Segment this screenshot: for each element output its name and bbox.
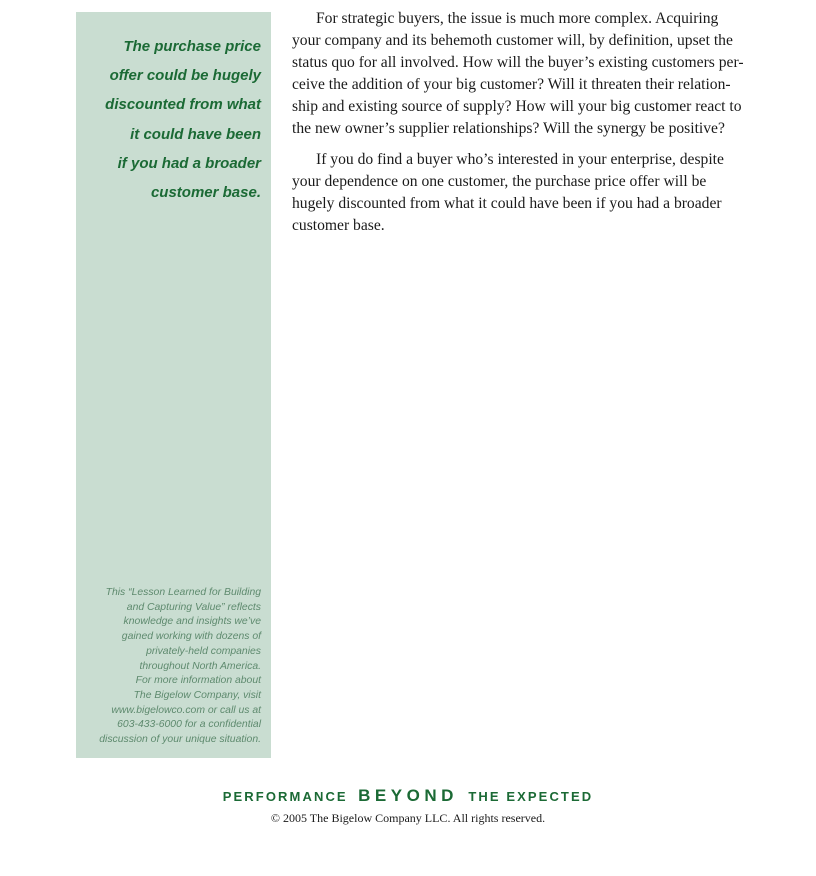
sidebar-panel xyxy=(76,12,271,758)
footnote-line: www.bigelowco.com or call us at xyxy=(111,704,261,716)
text-line: For strategic buyers, the issue is much more complex. Acquiring xyxy=(316,10,719,27)
footnote-line: The Bigelow Company, visit xyxy=(133,689,261,701)
tagline-emphasis: BEYOND xyxy=(358,786,458,805)
text-line: status quo for all involved. How will the buyer’s existing customers per- xyxy=(292,54,744,71)
pull-quote-line: The purchase price xyxy=(123,38,261,55)
text-line: If you do find a buyer who’s interested in your enterprise, despite xyxy=(316,151,724,168)
text-line: hugely discounted from what it could have been if you had a broader xyxy=(292,195,722,212)
pull-quote-line: customer base. xyxy=(150,184,261,202)
tagline-after: THE EXPECTED xyxy=(468,789,594,804)
pull-quote-line: it could have been xyxy=(130,125,261,143)
footnote-line: privately-held companies xyxy=(146,645,261,657)
footnote-line: This “Lesson Learned for Building xyxy=(105,587,261,598)
paragraph-purchase-price xyxy=(292,149,752,237)
pull-quote-line: offer could be hugely xyxy=(109,67,261,85)
footnote-line: knowledge and insights we’ve xyxy=(123,616,261,628)
pull-quote xyxy=(76,32,261,207)
text-line: ship and existing source of supply? How will your big customer react to xyxy=(292,98,742,115)
body-text xyxy=(292,8,752,246)
footnote-line: 603-433-6000 for a confidential xyxy=(117,719,261,731)
footnote-line: For more information about xyxy=(135,675,261,687)
text-line: ceive the addition of your big customer? Will it threaten their relation- xyxy=(292,76,731,93)
copyright-notice: © 2005 The Bigelow Company LLC. All rights reserved. xyxy=(270,811,546,825)
pull-quote-line: discounted from what xyxy=(105,96,261,114)
footnote-line: throughout North America. xyxy=(139,660,261,672)
text-line: customer base. xyxy=(292,217,385,234)
sidebar-footnote xyxy=(76,586,261,748)
text-line: your dependence on one customer, the purchase price offer will be xyxy=(292,173,707,190)
text-line: the new owner’s supplier relationships? Will the synergy be positive? xyxy=(292,120,725,137)
company-tagline xyxy=(0,786,816,806)
pull-quote-line: if you had a broader xyxy=(117,154,261,172)
footnote-line: and Capturing Value” reflects xyxy=(126,601,261,613)
tagline-before: PERFORMANCE xyxy=(222,789,348,804)
text-line: your company and its behemoth customer will, by definition, upset the xyxy=(292,32,733,49)
footnote-line: gained working with dozens of xyxy=(121,631,261,643)
paragraph-strategic-buyers xyxy=(292,8,752,140)
footnote-line: discussion of your unique situation. xyxy=(99,734,261,746)
